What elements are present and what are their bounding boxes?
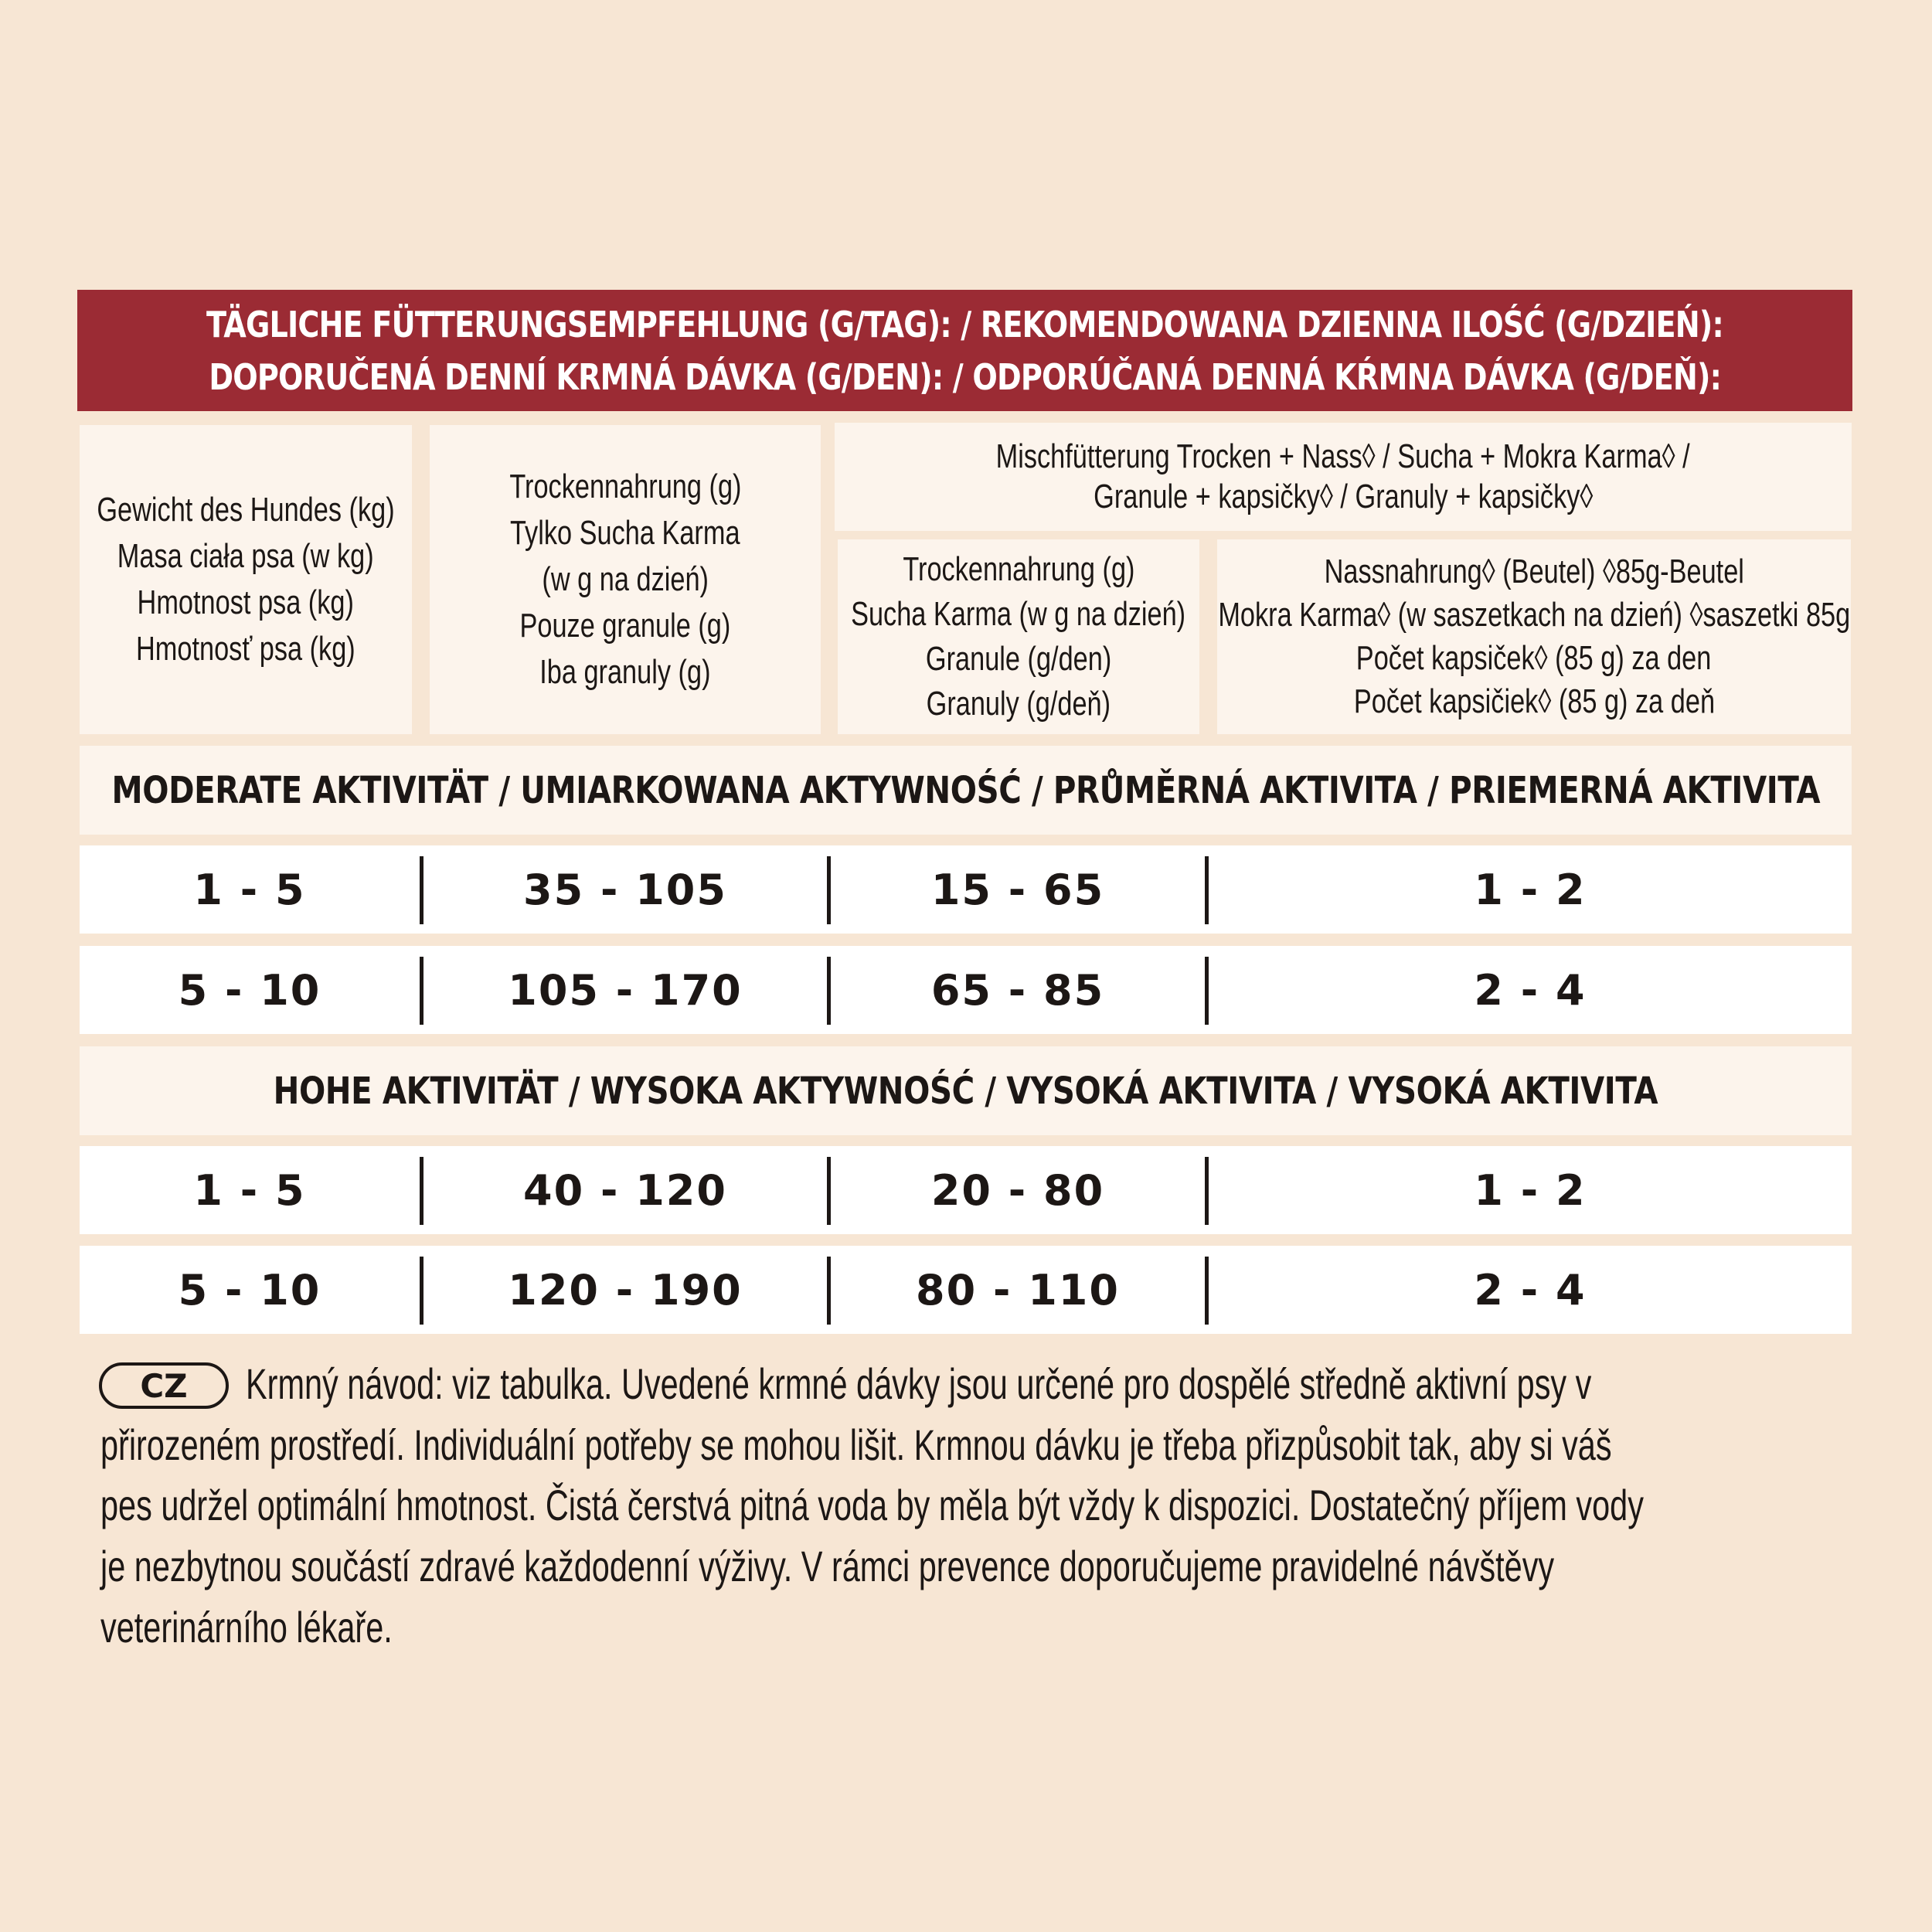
header-mixed-wet-cz: Počet kapsiček◊ (85 g) za den [1356, 639, 1712, 677]
cell-weight: 5 - 10 [178, 965, 321, 1015]
header-weight-de: Gewicht des Hundes (kg) [97, 491, 395, 529]
cell-dry-only: 120 - 190 [508, 1265, 743, 1315]
cell-mixed-dry: 20 - 80 [930, 1165, 1105, 1215]
section-high-label: HOHE AKTIVITÄT / WYSOKA AKTYWNOŚĆ / VYSOKÁ AKTIVITA / VYSOKÁ AKTIVITA [273, 1069, 1658, 1113]
header-dry-de: Trockennahrung (g) [509, 468, 742, 505]
header-mixed-wet-pl: Mokra Karma◊ (w saszetkach na dzień) ◊saszetki 85g [1218, 596, 1850, 634]
header-dry-cz: Pouze granule (g) [519, 607, 731, 645]
header-mixed-wet [1217, 539, 1851, 734]
title-line-1: TÄGLICHE FÜTTERUNGSEMPFEHLUNG (G/TAG): / REKOMENDOWANA DZIENNA ILOŚĆ (G/DZIEŃ): [206, 303, 1723, 345]
header-mixed-dry [838, 539, 1199, 734]
header-weight-sk: Hmotnosť psa (kg) [136, 630, 355, 668]
cell-mixed-dry: 15 - 65 [930, 865, 1105, 914]
note-line-5: veterinárního lékaře. [100, 1603, 393, 1651]
header-dry-only [430, 425, 821, 734]
header-weight-pl: Masa ciała psa (w kg) [117, 537, 374, 575]
cell-mixed-wet: 1 - 2 [1474, 865, 1587, 914]
header-mixed-dry-cz: Granule (g/den) [925, 640, 1112, 678]
note-line-1: Krmný návod: viz tabulka. Uvedené krmné dávky jsou určené pro dospělé středně aktivní psy v [246, 1359, 1592, 1408]
cell-weight: 5 - 10 [178, 1265, 321, 1315]
cell-dry-only: 35 - 105 [523, 865, 727, 914]
header-weight-cz: Hmotnost psa (kg) [137, 583, 355, 621]
header-mixed-line-2: Granule + kapsičky◊ / Granuly + kapsičky◊ [1093, 478, 1594, 515]
cell-mixed-wet: 2 - 4 [1474, 1265, 1587, 1315]
cell-weight: 1 - 5 [193, 1165, 306, 1215]
note-line-2: přirozeném prostředí. Individuální potřeby se mohou lišit. Krmnou dávku je třeba přizpůsobit tak, aby si váš [100, 1420, 1612, 1469]
table-row [80, 1246, 1852, 1334]
table-row [80, 946, 1852, 1034]
header-mixed-dry-pl: Sucha Karma (w g na dzień) [851, 595, 1186, 633]
header-mixed-wet-sk: Počet kapsičiek◊ (85 g) za deň [1353, 682, 1715, 720]
header-dry-pl: Tylko Sucha Karma [510, 514, 740, 552]
section-moderate-label: MODERATE AKTIVITÄT / UMIARKOWANA AKTYWNOŚĆ / PRŮMĚRNÁ AKTIVITA / PRIEMERNÁ AKTIVITA [111, 768, 1820, 812]
header-dry-sk: Iba granuly (g) [539, 653, 711, 691]
table-row [80, 1146, 1852, 1234]
feeding-title-banner [77, 290, 1852, 411]
header-mixed-wet-de: Nassnahrung◊ (Beutel) ◊85g-Beutel [1324, 553, 1744, 590]
header-mixed-feeding [835, 423, 1852, 531]
header-mixed-dry-de: Trockennahrung (g) [902, 550, 1135, 588]
note-line-3: pes udržel optimální hmotnost. Čistá čerstvá pitná voda by měla být vždy k dispozici. Dostatečný příjem vody [100, 1481, 1644, 1529]
section-moderate-activity [80, 746, 1852, 835]
header-weight [80, 425, 412, 734]
cell-weight: 1 - 5 [193, 865, 306, 914]
section-high-activity [80, 1046, 1852, 1135]
title-line-2: DOPORUČENÁ DENNÍ KRMNÁ DÁVKA (G/DEN): / ODPORÚČANÁ DENNÁ KŔMNA DÁVKA (G/DEŇ): [209, 355, 1721, 398]
note-line-4: je nezbytnou součástí zdravé každodenní výživy. V rámci prevence doporučujeme pravidelné návštěvy [100, 1542, 1555, 1590]
cell-mixed-dry: 80 - 110 [916, 1265, 1120, 1315]
table-row [80, 845, 1852, 934]
cell-mixed-dry: 65 - 85 [930, 965, 1105, 1015]
cell-dry-only: 105 - 170 [508, 965, 743, 1015]
cell-dry-only: 40 - 120 [523, 1165, 727, 1215]
language-badge-cz: CZ [99, 1362, 229, 1409]
cell-mixed-wet: 1 - 2 [1474, 1165, 1587, 1215]
header-mixed-dry-sk: Granuly (g/deň) [926, 685, 1111, 723]
header-dry-pl-unit: (w g na dzień) [542, 560, 709, 598]
header-mixed-line-1: Mischfütterung Trocken + Nass◊ / Sucha + Mokra Karma◊ / [995, 437, 1690, 475]
cell-mixed-wet: 2 - 4 [1474, 965, 1587, 1015]
